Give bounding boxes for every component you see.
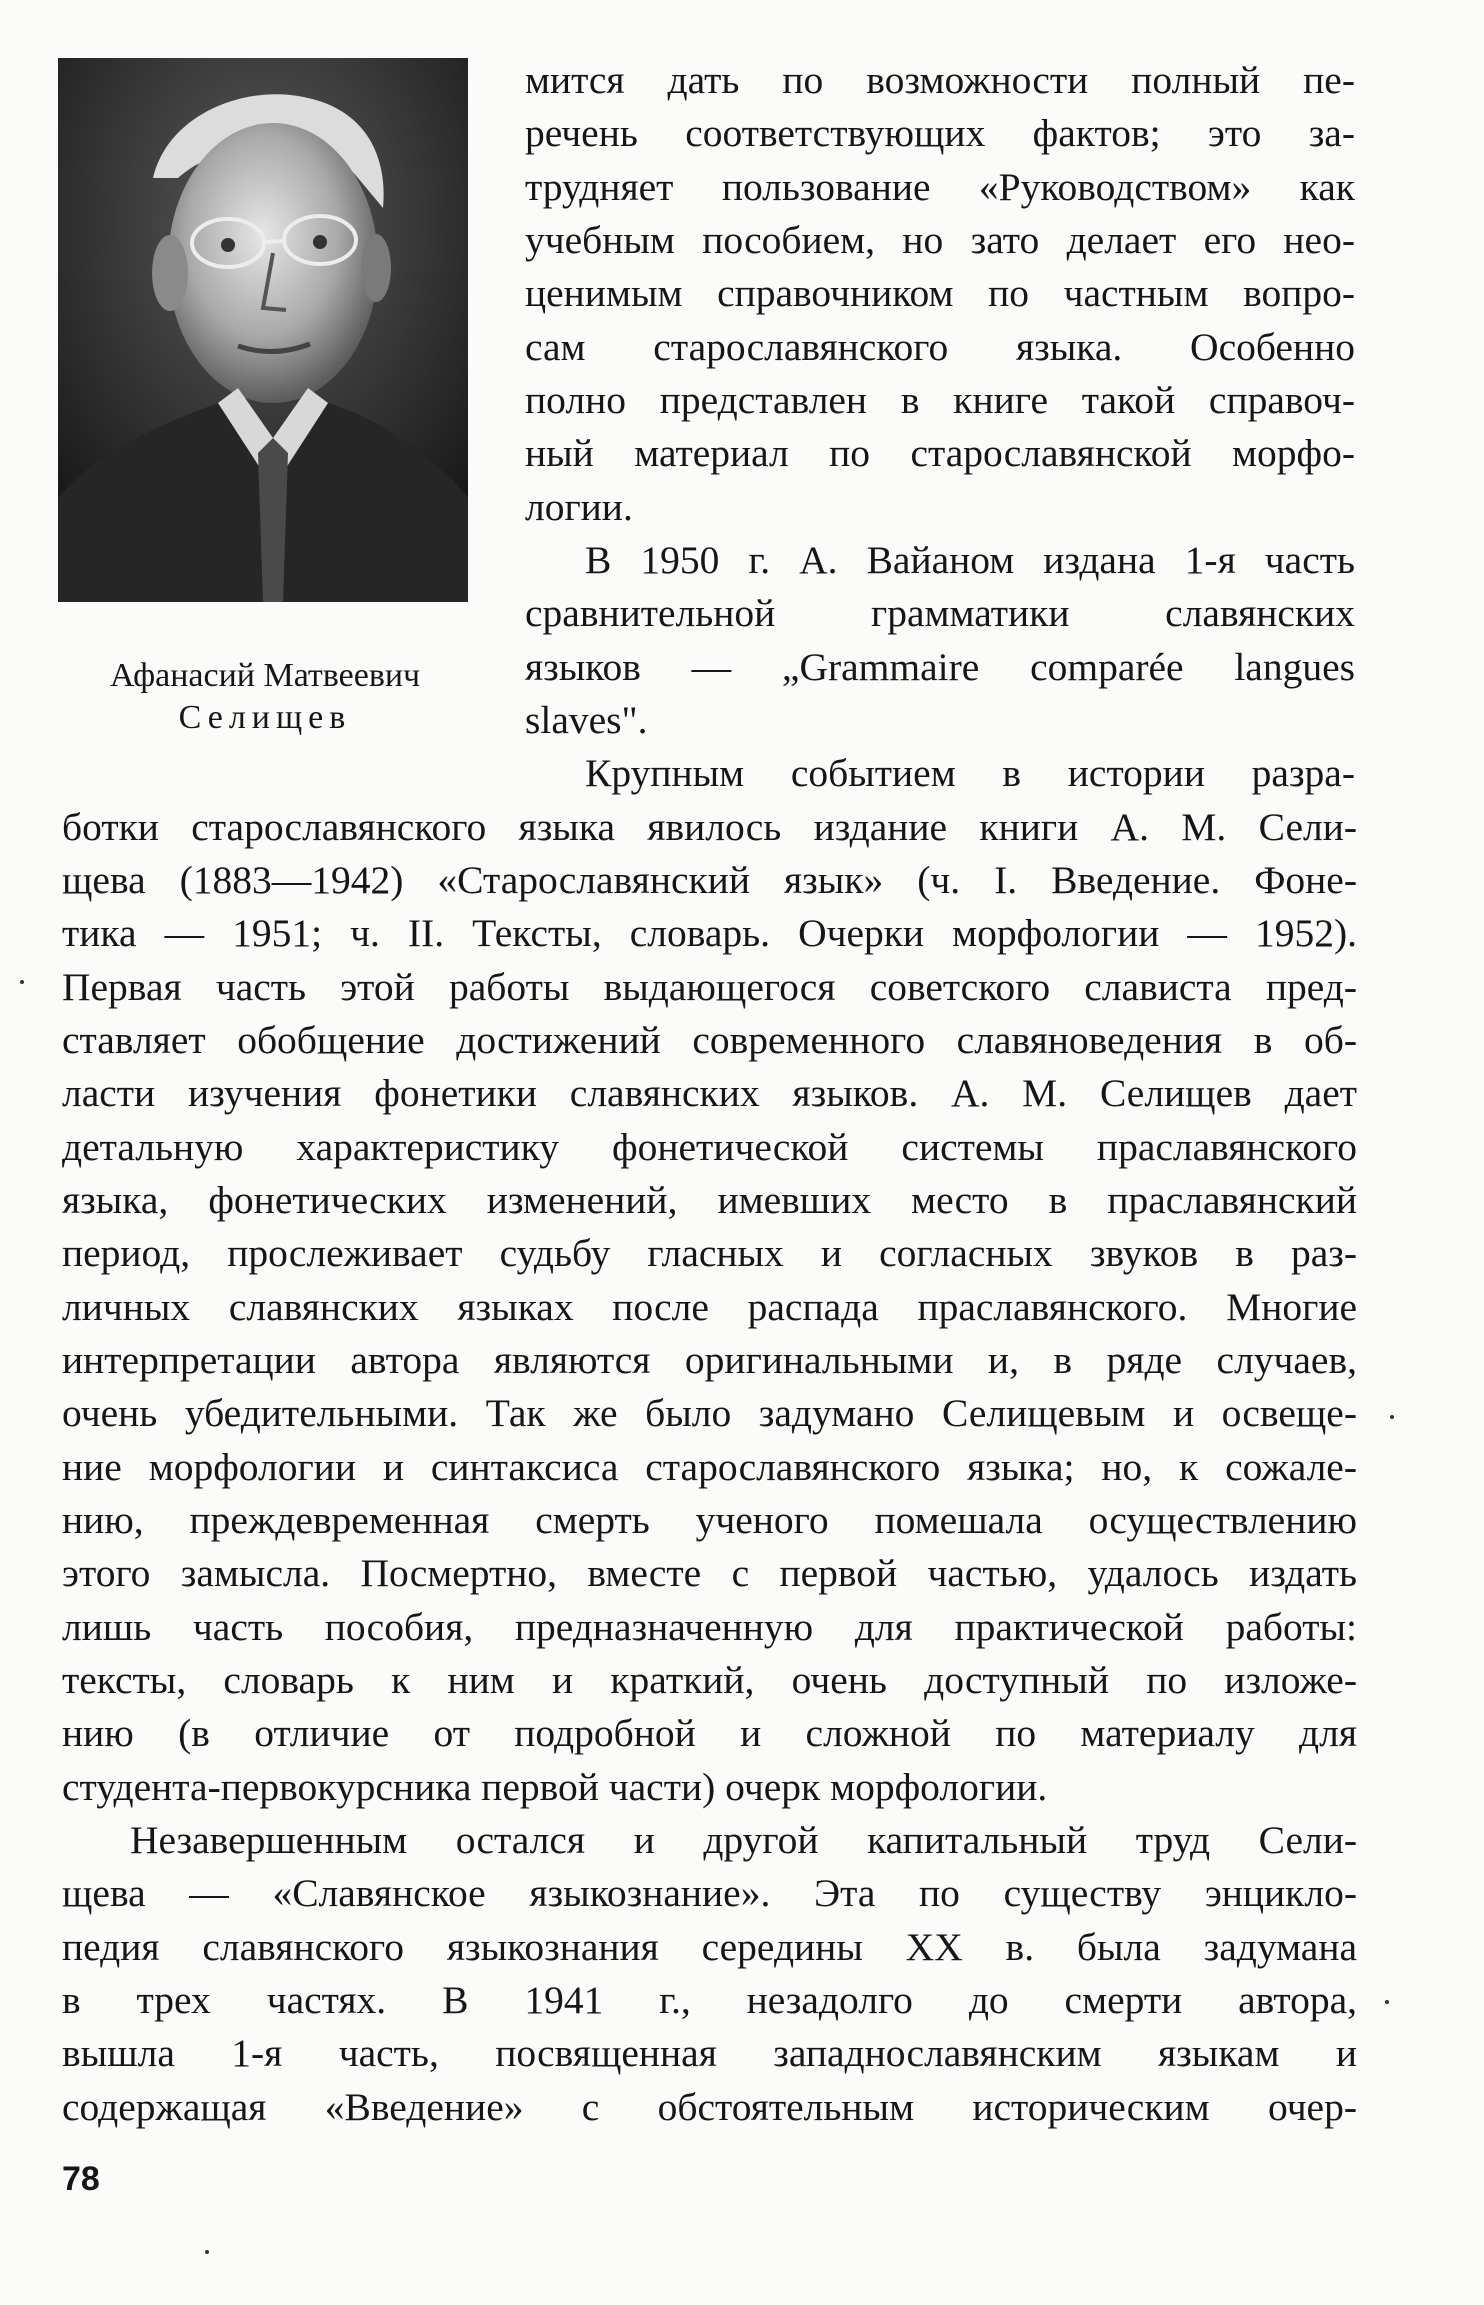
- caption-name: Афанасий Матвеевич: [109, 657, 421, 694]
- text-line: лишь часть пособия, предназначенную для практической работы:: [62, 1605, 1357, 1649]
- text-line: ный материал по старославянской морфо-: [525, 431, 1355, 475]
- scan-speck: [1390, 1415, 1394, 1419]
- text-line: учебным пособием, но зато делает его нео-: [525, 218, 1355, 262]
- text-line: интерпретации автора являются оригинальными и, в ряде случаев,: [62, 1338, 1357, 1382]
- text-line: щева (1883—1942) «Старославянский язык» (ч. I. Введение. Фоне-: [62, 858, 1357, 902]
- text-line: slaves".: [525, 698, 648, 742]
- text-line: сравнительной грамматики славянских: [525, 591, 1355, 635]
- text-line: В 1950 г. А. Вайаном издана 1-я часть: [585, 538, 1355, 582]
- page-number: 78: [62, 2160, 100, 2198]
- text-line: этого замысла. Посмертно, вместе с первой частью, удалось издать: [62, 1551, 1357, 1595]
- text-line: речень соответствующих фактов; это за-: [525, 111, 1355, 155]
- caption-surname: Селищев: [178, 699, 352, 736]
- text-line: языков — „Grammaire comparée langues: [525, 645, 1355, 689]
- text-line: ставляет обобщение достижений современного славяноведения в об-: [62, 1018, 1357, 1062]
- text-line: содержащая «Введение» с обстоятельным историческим очер-: [62, 2085, 1357, 2129]
- scan-speck: [1385, 2000, 1389, 2004]
- text-line: тика — 1951; ч. II. Тексты, словарь. Очерки морфологии — 1952).: [62, 911, 1357, 955]
- text-line: детальную характеристику фонетической системы праславянского: [62, 1125, 1357, 1169]
- text-line: очень убедительными. Так же было задумано Селищевым и освеще-: [62, 1391, 1357, 1435]
- text-line: вышла 1-я часть, посвященная западнославянским языкам и: [62, 2031, 1357, 2075]
- text-line: в трех частях. В 1941 г., незадолго до смерти автора,: [62, 1978, 1357, 2022]
- text-line: щева — «Славянское языкознание». Эта по существу энцикло-: [62, 1871, 1357, 1915]
- text-line: Первая часть этой работы выдающегося советского слависта пред-: [62, 965, 1357, 1009]
- text-line: ние морфологии и синтаксиса старославянского языка; но, к сожале-: [62, 1445, 1357, 1489]
- portrait-caption: [40, 655, 490, 739]
- text-line: студента-первокурсника первой части) очерк морфологии.: [62, 1765, 1048, 1809]
- portrait-image: [58, 58, 468, 602]
- text-line: полно представлен в книге такой справоч-: [525, 378, 1355, 422]
- text-line: логии.: [525, 485, 633, 529]
- text-line: трудняет пользование «Руководством» как: [525, 165, 1355, 209]
- text-line: Крупным событием в истории разра-: [585, 751, 1355, 795]
- scan-speck: [205, 2250, 209, 2254]
- text-line: ласти изучения фонетики славянских языков. А. М. Селищев дает: [62, 1071, 1357, 1115]
- text-line: ценимым справочником по частным вопро-: [525, 271, 1355, 315]
- text-line: сам старославянского языка. Особенно: [525, 325, 1355, 369]
- text-line: мится дать по возможности полный пе-: [525, 58, 1355, 102]
- text-line: нию (в отличие от подробной и сложной по материалу для: [62, 1711, 1357, 1755]
- text-line: ботки старославянского языка явилось издание книги А. М. Сели-: [62, 805, 1357, 849]
- text-line: тексты, словарь к ним и краткий, очень доступный по изложе-: [62, 1658, 1357, 1702]
- text-line: личных славянских языках после распада праславянского. Многие: [62, 1285, 1357, 1329]
- text-line: языка, фонетических изменений, имевших место в праславянский: [62, 1178, 1357, 1222]
- text-line: педия славянского языкознания середины XX в. была задумана: [62, 1925, 1357, 1969]
- scan-speck: [20, 980, 24, 984]
- text-line: Незавершенным остался и другой капитальный труд Сели-: [130, 1818, 1357, 1862]
- portrait-photo: [58, 58, 468, 602]
- text-line: нию, преждевременная смерть ученого помешала осуществлению: [62, 1498, 1357, 1542]
- text-line: период, прослеживает судьбу гласных и согласных звуков в раз-: [62, 1231, 1357, 1275]
